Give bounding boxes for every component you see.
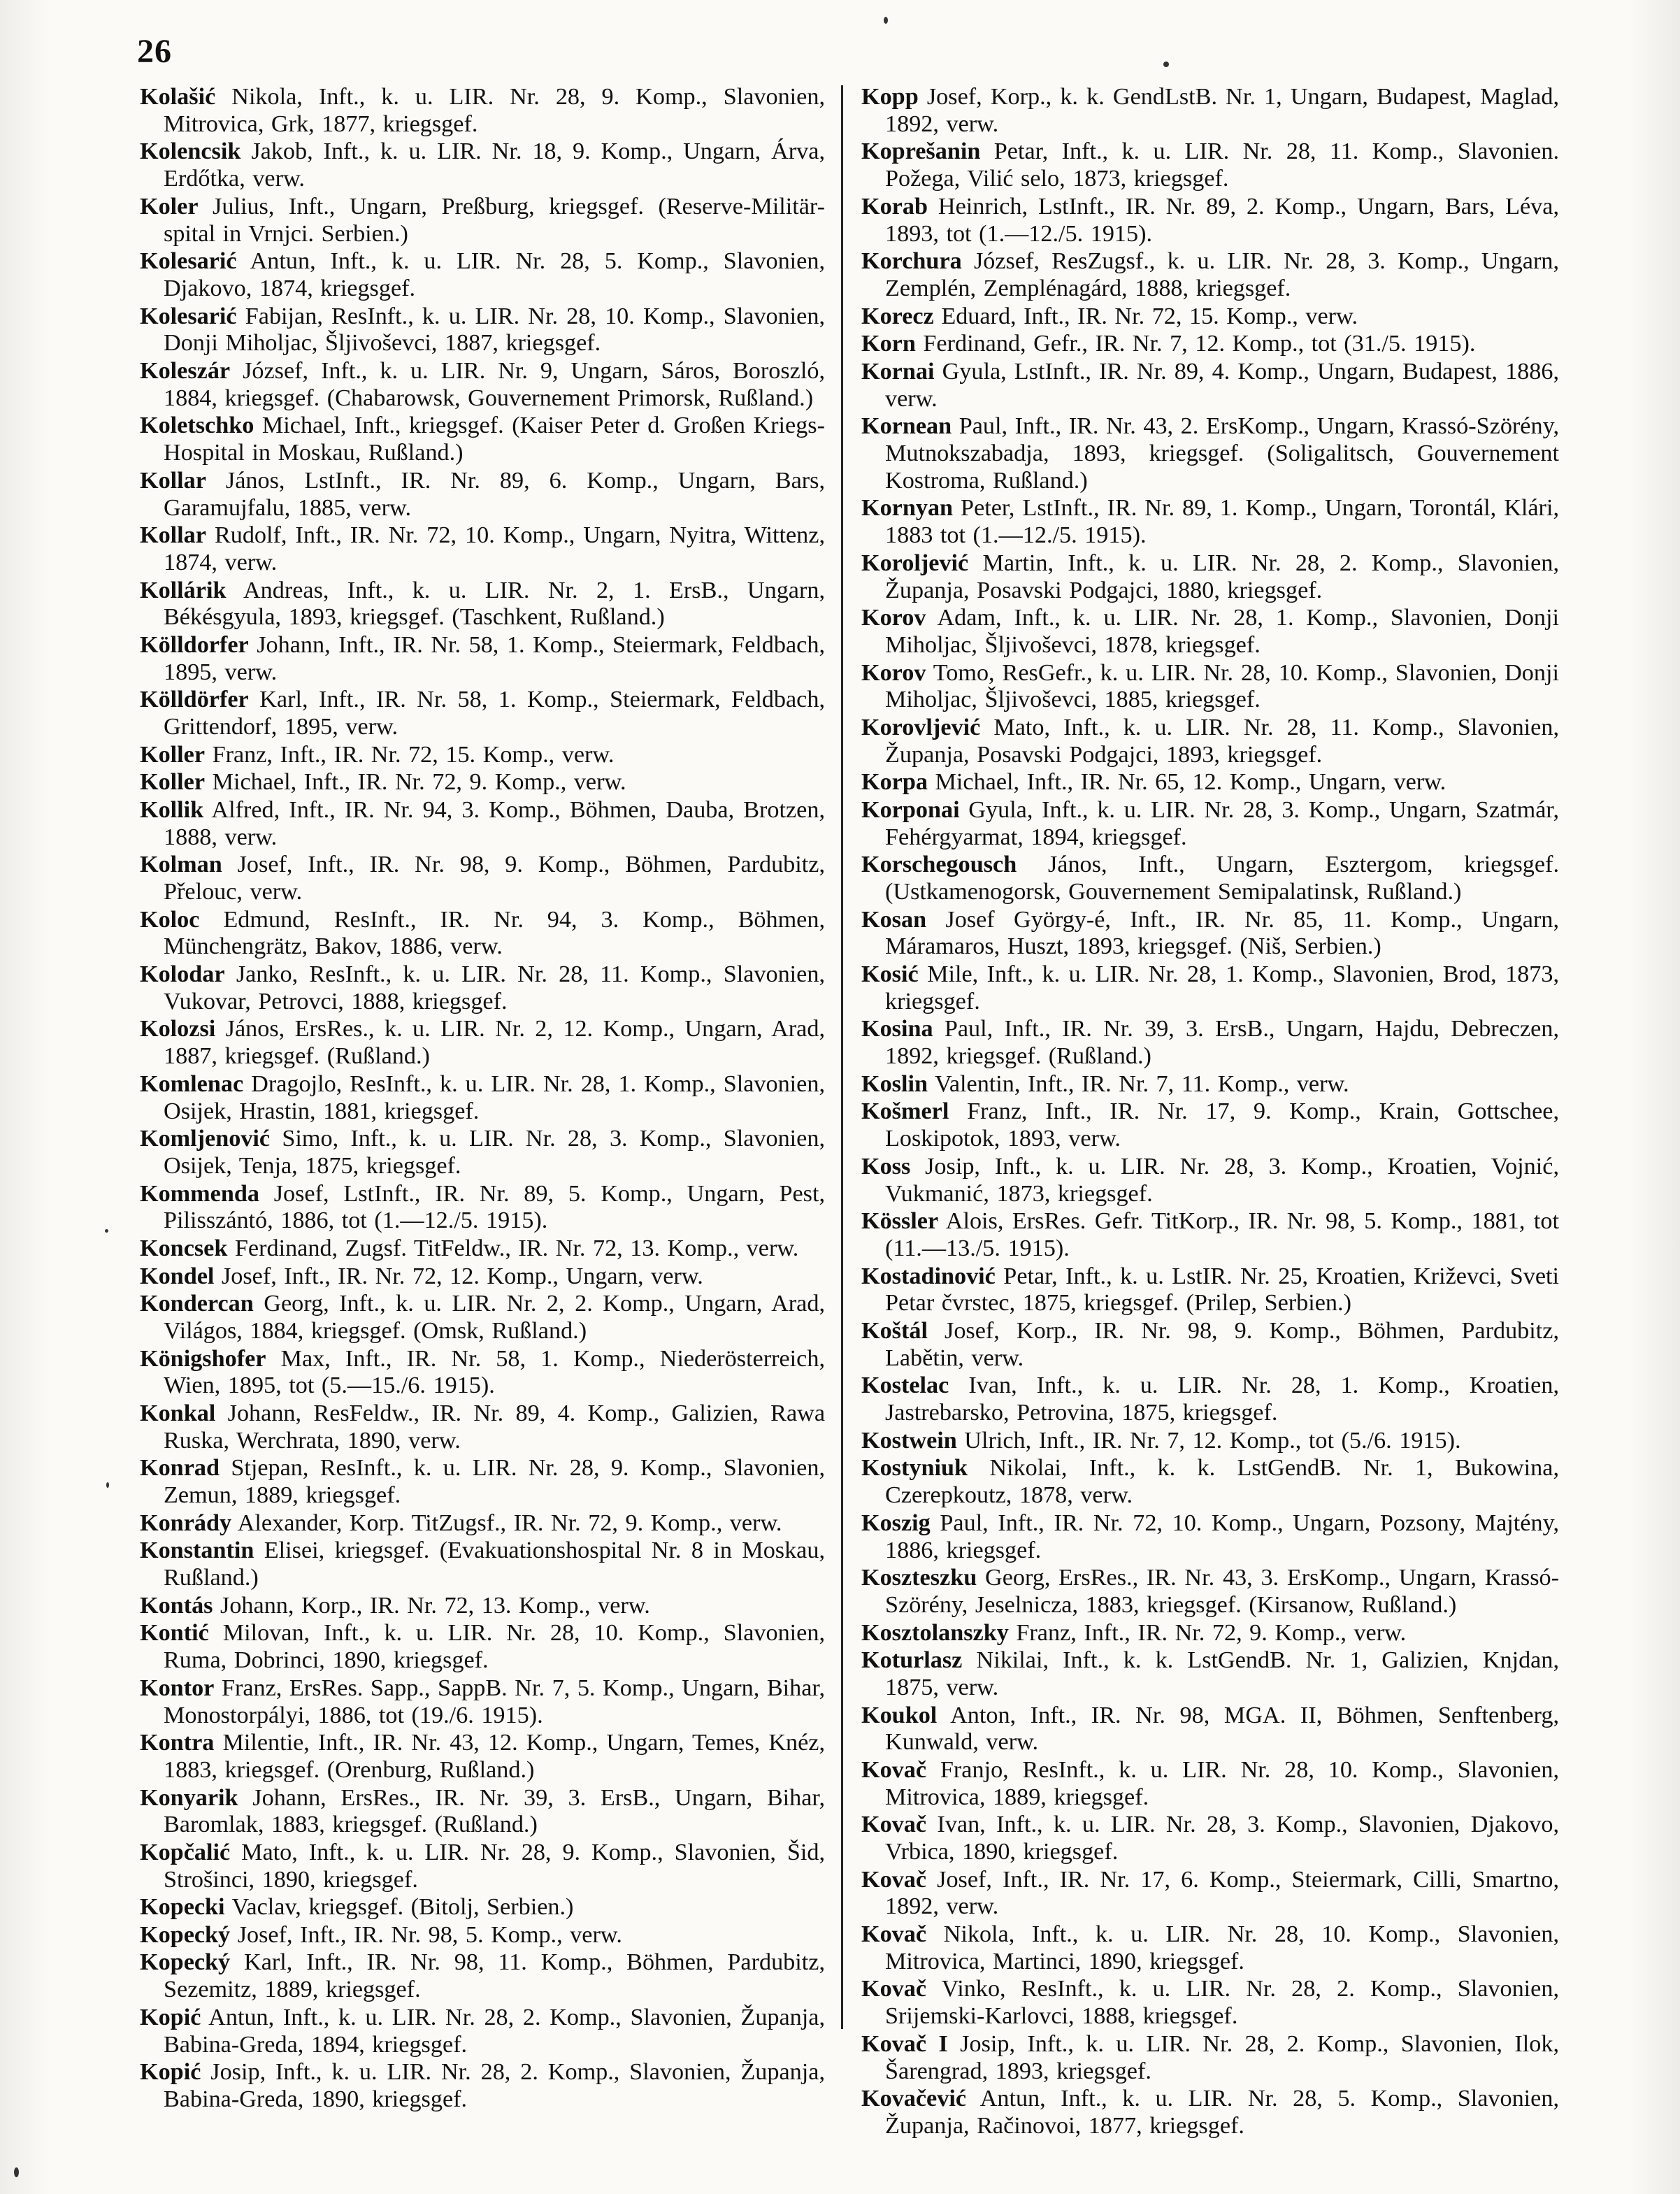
entry-surname: Kopecký — [140, 1921, 231, 1948]
entry-surname: Kolman — [140, 852, 222, 878]
register-entry — [140, 1235, 825, 1263]
entry-surname: Konrad — [140, 1455, 220, 1482]
entry-surname: Kolencsik — [140, 138, 241, 165]
entry-details: Gyula, LstInft., IR. Nr. 89, 4. Komp., Ungarn, Budapest, 1886, verw. — [885, 358, 1559, 412]
register-entry — [861, 1867, 1559, 1921]
register-entry — [140, 1894, 825, 1921]
entry-surname: Koller — [140, 769, 206, 796]
entry-details: Rudolf, Inft., IR. Nr. 72, 10. Komp., Ungarn, Nyitra, Wittenz, 1874, verw. — [164, 522, 825, 575]
register-entry — [140, 1400, 825, 1455]
entry-details: Georg, Inft., k. u. LIR. Nr. 2, 2. Komp., Ungarn, Arad, Világos, 1884, kriegsgef. (Omsk, Rußland.) — [164, 1291, 825, 1344]
register-entry — [140, 1620, 825, 1675]
entry-details: Elisei, kriegsgef. (Evakuationshospital Nr. 8 in Moskau, Rußland.) — [164, 1537, 825, 1591]
entry-surname: Kondercan — [140, 1291, 254, 1317]
entry-details: Ivan, Inft., k. u. LIR. Nr. 28, 3. Komp., Slavonien, Djakovo, Vrbica, 1890, kriegsgef. — [885, 1812, 1559, 1865]
entry-surname: Koroljević — [861, 550, 969, 576]
entry-details: Johann, Inft., IR. Nr. 58, 1. Komp., Steiermark, Feldbach, 1895, verw. — [164, 631, 825, 685]
entry-surname: Kostyniuk — [861, 1455, 968, 1482]
register-entry — [140, 468, 825, 522]
entry-surname: Koslin — [861, 1070, 928, 1097]
entry-surname: Kollar — [140, 467, 206, 494]
register-entry — [140, 797, 825, 852]
entry-surname: Kovač — [861, 1756, 927, 1783]
register-entry — [140, 1071, 825, 1126]
entry-details: Alfred, Inft., IR. Nr. 94, 3. Komp., Böhmen, Dauba, Brotzen, 1888, verw. — [164, 796, 825, 850]
entry-surname: Kovač — [861, 1866, 927, 1893]
entry-details: Alois, ErsRes. Gefr. TitKorp., IR. Nr. 98, 5. Komp., 1881, tot (11.—13./5. 1915). — [885, 1208, 1559, 1261]
entry-details: Mato, Inft., k. u. LIR. Nr. 28, 11. Komp., Slavonien, Županja, Posavski Podgajci, 1893, kriegsgef. — [885, 714, 1559, 768]
entry-surname: Košmerl — [861, 1098, 949, 1125]
register-entry — [140, 1949, 825, 2004]
entry-details: Gyula, Inft., k. u. LIR. Nr. 28, 3. Komp., Ungarn, Szatmár, Fehérgyarmat, 1894, kriegsgef. — [885, 796, 1559, 850]
entry-surname: Kostwein — [861, 1427, 957, 1454]
entry-details: Michael, Inft., kriegsgef. (Kaiser Peter d. Großen Kriegs-Hospital in Moskau, Rußland.) — [164, 413, 825, 466]
entry-details: János, LstInft., IR. Nr. 89, 6. Komp., Ungarn, Bars, Garamujfalu, 1885, verw. — [164, 467, 825, 521]
register-entry — [861, 1154, 1559, 1208]
entry-surname: Korab — [861, 193, 928, 220]
register-entry — [140, 687, 825, 741]
entry-details: Ulrich, Inft., IR. Nr. 7, 12. Komp., tot (5./6. 1915). — [956, 1427, 1461, 1454]
entry-surname: Korecz — [861, 303, 934, 329]
register-entry — [140, 303, 825, 358]
register-entry — [140, 1840, 825, 1894]
entry-surname: Kopić — [140, 2004, 201, 2030]
entry-surname: Korpa — [861, 769, 928, 796]
entry-surname: Kondel — [140, 1263, 215, 1289]
register-entry — [861, 769, 1559, 796]
entry-details: Janko, ResInft., k. u. LIR. Nr. 28, 11. Komp., Slavonien, Vukovar, Petrovci, 1888, kriegsgef. — [164, 961, 825, 1014]
entry-surname: Kornai — [861, 358, 935, 385]
register-entry — [861, 2031, 1559, 2086]
register-entry — [140, 84, 825, 138]
entry-details: Simo, Inft., k. u. LIR. Nr. 28, 3. Komp., Slavonien, Osijek, Tenja, 1875, kriegsgef. — [164, 1126, 825, 1180]
entry-details: Josip, Inft., k. u. LIR. Nr. 28, 3. Komp., Kroatien, Vojnić, Vukmanić, 1873, kriegsgef. — [885, 1153, 1559, 1207]
entry-surname: Koss — [861, 1153, 911, 1180]
register-entry — [861, 1565, 1559, 1619]
entry-details: Nikola, Inft., k. u. LIR. Nr. 28, 9. Komp., Slavonien, Mitrovica, Grk, 1877, kriegsgef. — [164, 84, 825, 137]
entry-details: Paul, Inft., IR. Nr. 72, 10. Komp., Ungarn, Pozsony, Majtény, 1886, kriegsgef. — [885, 1510, 1559, 1563]
register-entry — [861, 413, 1559, 494]
register-entry — [861, 1016, 1559, 1070]
entry-details: Josef, Inft., IR. Nr. 72, 12. Komp., Ungarn, verw. — [214, 1263, 703, 1289]
entry-surname: Koncsek — [140, 1235, 228, 1261]
entry-details: Ferdinand, Gefr., IR. Nr. 7, 12. Komp., tot (31./5. 1915). — [915, 331, 1476, 357]
register-entry — [140, 1455, 825, 1510]
register-entry — [140, 1675, 825, 1730]
entry-surname: Kontás — [140, 1592, 213, 1619]
right-column — [861, 84, 1559, 2141]
register-entry — [140, 1016, 825, 1070]
entry-details: Milentie, Inft., IR. Nr. 43, 12. Komp., Ungarn, Temes, Knéz, 1883, kriegsgef. (Orenburg, Rußland.) — [164, 1730, 825, 1783]
entry-details: Josef, Inft., IR. Nr. 98, 9. Komp., Böhmen, Pardubitz, Přelouc, verw. — [164, 852, 825, 905]
entry-details: Franz, Inft., IR. Nr. 72, 15. Komp., verw. — [205, 741, 615, 768]
register-entry — [140, 194, 825, 248]
entry-details: Ferdinand, Zugsf. TitFeldw., IR. Nr. 72, 13. Komp., verw. — [227, 1235, 799, 1261]
entry-details: Peter, LstInft., IR. Nr. 89, 1. Komp., Ungarn, Torontál, Klári, 1883 tot (1.—12./5. 1915). — [885, 495, 1559, 549]
entry-surname: Korov — [861, 605, 926, 631]
register-entry — [140, 1922, 825, 1949]
entry-details: Petar, Inft., k. u. LstIR. Nr. 25, Kroatien, Križevci, Sveti Petar čvrstec, 1875, kriegsgef. (Prilep, Serbien.) — [885, 1263, 1559, 1317]
register-entry — [861, 1510, 1559, 1565]
register-entry — [140, 1510, 825, 1537]
entry-surname: Kontić — [140, 1620, 209, 1647]
entry-details: Josef, LstInft., IR. Nr. 89, 5. Komp., Ungarn, Pest, Pilisszántó, 1886, tot (1.—12./5. 1915). — [164, 1180, 825, 1234]
entry-details: János, Inft., Ungarn, Esztergom, kriegsgef. (Ustkamenogorsk, Gouvernement Semipalatinsk, Rußland.) — [885, 852, 1559, 905]
register-entry — [861, 303, 1559, 331]
scan-speck — [106, 1482, 109, 1488]
entry-details: Karl, Inft., IR. Nr. 58, 1. Komp., Steiermark, Feldbach, Grittendorf, 1895, verw. — [164, 687, 825, 740]
entry-surname: Kommenda — [140, 1180, 259, 1207]
entry-surname: Korchura — [861, 248, 962, 275]
register-entry — [861, 1098, 1559, 1153]
entry-details: Franz, ErsRes. Sapp., SappB. Nr. 7, 5. Komp., Ungarn, Bihar, Monostorpályi, 1886, tot (19./6. 1915). — [164, 1675, 825, 1728]
entry-surname: Koszig — [861, 1510, 931, 1536]
register-entry — [861, 1455, 1559, 1510]
entry-details: Antun, Inft., k. u. LIR. Nr. 28, 5. Komp., Slavonien, Županja, Račinovoi, 1877, kriegsgef. — [885, 2086, 1559, 2139]
entry-details: Nikola, Inft., k. u. LIR. Nr. 28, 10. Komp., Slavonien, Mitrovica, Martinci, 1890, kriegsgef. — [885, 1921, 1559, 1974]
register-entry — [861, 797, 1559, 852]
entry-surname: Konstantin — [140, 1537, 254, 1564]
entry-surname: Kovač I — [861, 2030, 948, 2057]
register-entry — [140, 961, 825, 1016]
entry-details: Josef György-é, Inft., IR. Nr. 85, 11. Komp., Ungarn, Máramaros, Huszt, 1893, kriegsgef. (Niš, Serbien.) — [885, 906, 1559, 960]
entry-details: Fabijan, ResInft., k. u. LIR. Nr. 28, 10. Komp., Slavonien, Donji Miholjac, Šljivoševci, 1887, kriegsgef. — [164, 303, 825, 357]
scan-speck — [884, 17, 888, 24]
entry-details: Josef, Inft., IR. Nr. 98, 5. Komp., verw. — [230, 1921, 622, 1948]
entry-details: Milovan, Inft., k. u. LIR. Nr. 28, 10. Komp., Slavonien, Ruma, Dobrinci, 1890, kriegsgef. — [164, 1620, 825, 1674]
register-entry — [861, 495, 1559, 550]
left-column — [140, 84, 825, 2114]
register-entry — [140, 742, 825, 769]
entry-surname: Koloc — [140, 906, 200, 933]
register-entry — [140, 632, 825, 687]
register-entry — [861, 138, 1559, 193]
entry-surname: Kolašić — [140, 84, 216, 110]
register-entry — [140, 248, 825, 303]
entry-surname: Koturlasz — [861, 1647, 963, 1674]
register-entry — [140, 852, 825, 906]
entry-details: Vinko, ResInft., k. u. LIR. Nr. 28, 2. Komp., Slavonien, Srijemski-Karlovci, 1888, kriegsgef. — [885, 1976, 1559, 2030]
register-entry — [140, 1593, 825, 1620]
register-entry — [140, 769, 825, 796]
entry-details: József, Inft., k. u. LIR. Nr. 9, Ungarn, Sáros, Boroszló, 1884, kriegsgef. (Chabarowsk, Gouvernement Primorsk, Rußland.) — [164, 357, 825, 411]
register-entry — [861, 1263, 1559, 1318]
entry-details: Nikilai, Inft., k. k. LstGendB. Nr. 1, Galizien, Knjdan, 1875, verw. — [885, 1647, 1559, 1700]
register-entry — [140, 358, 825, 413]
entry-details: Eduard, Inft., IR. Nr. 72, 15. Komp., verw. — [933, 303, 1358, 329]
register-entry — [861, 84, 1559, 138]
register-entry — [140, 1181, 825, 1235]
entry-surname: Kovač — [861, 1812, 927, 1838]
register-entry — [861, 1318, 1559, 1372]
entry-details: Johann, ResFeldw., IR. Nr. 89, 4. Komp., Galizien, Rawa Ruska, Werchrata, 1890, verw. — [164, 1400, 825, 1454]
register-entry — [140, 1785, 825, 1840]
register-entry — [861, 1757, 1559, 1812]
entry-details: Max, Inft., IR. Nr. 58, 1. Komp., Niederösterreich, Wien, 1895, tot (5.—15./6. 1915). — [164, 1345, 825, 1399]
entry-details: Georg, ErsRes., IR. Nr. 43, 3. ErsKomp., Ungarn, Krassó-Szörény, Jeselnicza, 1883, kriegsgef. (Kirsanow, Rußland.) — [885, 1565, 1559, 1618]
entry-details: Josip, Inft., k. u. LIR. Nr. 28, 2. Komp., Slavonien, Ilok, Šarengrad, 1893, kriegsgef. — [885, 2030, 1559, 2084]
entry-surname: Kössler — [861, 1208, 939, 1235]
entry-details: Andreas, Inft., k. u. LIR. Nr. 2, 1. ErsB., Ungarn, Békésgyula, 1893, kriegsgef. (Taschkent, Rußland.) — [164, 577, 825, 631]
scan-speck — [1163, 62, 1169, 67]
entry-surname: Komlenac — [140, 1070, 244, 1097]
entry-details: Dragojlo, ResInft., k. u. LIR. Nr. 28, 1. Komp., Slavonien, Osijek, Hrastin, 1881, kriegsgef. — [164, 1070, 825, 1124]
entry-surname: Kostadinović — [861, 1263, 996, 1289]
register-entry — [140, 1126, 825, 1180]
entry-surname: Korovljević — [861, 714, 981, 740]
entry-details: Michael, Inft., IR. Nr. 65, 12. Komp., Ungarn, verw. — [927, 769, 1446, 796]
register-entry — [140, 1346, 825, 1400]
entry-surname: Kostelac — [861, 1372, 949, 1399]
entry-details: József, ResZugsf., k. u. LIR. Nr. 28, 3. Komp., Ungarn, Zemplén, Zemplénagárd, 1888, kriegsgef. — [885, 248, 1559, 301]
entry-surname: Kopić — [140, 2059, 201, 2086]
entry-surname: Kölldörfer — [140, 687, 249, 713]
entry-surname: Kollárik — [140, 577, 227, 603]
register-entry — [140, 522, 825, 577]
entry-details: Edmund, ResInft., IR. Nr. 94, 3. Komp., Böhmen, Münchengrätz, Bakov, 1886, verw. — [164, 906, 825, 960]
entry-details: Tomo, ResGefr., k. u. LIR. Nr. 28, 10. Komp., Slavonien, Donji Miholjac, Šljivoševci, 1885, kriegsgef. — [885, 659, 1559, 713]
register-entry — [861, 1812, 1559, 1866]
entry-surname: Korschegousch — [861, 852, 1017, 878]
entry-surname: Kosić — [861, 961, 919, 988]
entry-surname: Kosan — [861, 906, 927, 933]
scan-speck — [14, 2167, 19, 2177]
entry-details: Antun, Inft., k. u. LIR. Nr. 28, 2. Komp., Slavonien, Županja, Babina-Greda, 1894, kriegsgef. — [164, 2004, 825, 2058]
register-entry — [861, 1208, 1559, 1263]
register-entry — [861, 715, 1559, 769]
register-entry — [861, 852, 1559, 906]
entry-details: Michael, Inft., IR. Nr. 72, 9. Komp., verw. — [205, 769, 626, 796]
register-entry — [140, 1263, 825, 1291]
register-entry — [140, 1537, 825, 1592]
entry-details: Johann, Korp., IR. Nr. 72, 13. Komp., verw. — [213, 1592, 650, 1619]
register-entry — [140, 2059, 825, 2114]
entry-details: Ivan, Inft., k. u. LIR. Nr. 28, 1. Komp., Kroatien, Jastrebarsko, Petrovina, 1875, kriegsgef. — [885, 1372, 1559, 1426]
register-entry — [140, 138, 825, 193]
entry-surname: Korov — [861, 659, 926, 686]
register-entry — [861, 2086, 1559, 2140]
entry-surname: Kolesarić — [140, 303, 237, 329]
register-entry — [861, 1921, 1559, 1976]
entry-surname: Kovač — [861, 1921, 927, 1948]
entry-details: Anton, Inft., IR. Nr. 98, MGA. II, Böhmen, Senftenberg, Kunwald, verw. — [885, 1702, 1559, 1756]
entry-surname: Koller — [140, 741, 206, 768]
entry-surname: Konyarik — [140, 1784, 238, 1811]
entry-surname: Kolesarić — [140, 248, 237, 275]
entry-details: Josef, Korp., k. k. GendLstB. Nr. 1, Ungarn, Budapest, Maglad, 1892, verw. — [885, 84, 1559, 137]
entry-details: Mile, Inft., k. u. LIR. Nr. 28, 1. Komp., Slavonien, Brod, 1873, kriegsgef. — [885, 961, 1559, 1014]
register-entry — [140, 2005, 825, 2059]
entry-surname: Kovačević — [861, 2086, 966, 2112]
register-entry — [861, 605, 1559, 659]
entry-surname: Kosina — [861, 1016, 933, 1042]
entry-surname: Königshofer — [140, 1345, 266, 1372]
register-entry — [861, 660, 1559, 715]
entry-details: Paul, Inft., IR. Nr. 43, 2. ErsKomp., Ungarn, Krassó-Szörény, Mutnokszabadja, 1893, kriegsgef. (Soligalitsch, Gouvernement Kostroma, Rußland.) — [885, 413, 1559, 494]
register-entry — [861, 550, 1559, 605]
entry-details: Heinrich, LstInft., IR. Nr. 89, 2. Komp., Ungarn, Bars, Léva, 1893, tot (1.—12./5. 1915). — [885, 193, 1559, 247]
entry-details: Julius, Inft., Ungarn, Preßburg, kriegsgef. (Reserve-Militär-spital in Vrnjci. Serbien.) — [164, 193, 825, 247]
entry-details: Jakob, Inft., k. u. LIR. Nr. 18, 9. Komp., Ungarn, Árva, Erdőtka, verw. — [164, 138, 825, 192]
entry-surname: Kovač — [861, 1976, 927, 2002]
register-entry — [140, 1291, 825, 1345]
register-entry — [861, 907, 1559, 961]
page-number: 26 — [137, 33, 172, 70]
entry-surname: Korn — [861, 331, 916, 357]
register-entry — [140, 413, 825, 467]
entry-details: Alexander, Korp. TitZugsf., IR. Nr. 72, 9. Komp., verw. — [231, 1510, 782, 1536]
register-entry — [861, 248, 1559, 303]
entry-details: János, ErsRes., k. u. LIR. Nr. 2, 12. Komp., Ungarn, Arad, 1887, kriegsgef. (Rußland.) — [164, 1016, 825, 1070]
entry-surname: Koukol — [861, 1702, 938, 1728]
entry-details: Antun, Inft., k. u. LIR. Nr. 28, 5. Komp., Slavonien, Djakovo, 1874, kriegsgef. — [164, 248, 825, 301]
register-entry — [861, 961, 1559, 1016]
entry-surname: Kölldorfer — [140, 631, 249, 658]
register-entry — [861, 194, 1559, 248]
entry-details: Josip, Inft., k. u. LIR. Nr. 28, 2. Komp., Slavonien, Županja, Babina-Greda, 1890, kriegsgef. — [164, 2059, 825, 2113]
entry-surname: Kornean — [861, 413, 952, 440]
entry-surname: Kopp — [861, 84, 919, 110]
entry-surname: Koletschko — [140, 413, 254, 439]
entry-surname: Kopecký — [140, 1949, 231, 1976]
entry-details: Franz, Inft., IR. Nr. 17, 9. Komp., Krain, Gottschee, Loskipotok, 1893, verw. — [885, 1098, 1559, 1152]
register-entry — [861, 1702, 1559, 1757]
entry-details: Nikolai, Inft., k. k. LstGendB. Nr. 1, Bukowina, Czerepkoutz, 1878, verw. — [885, 1455, 1559, 1509]
entry-details: Mato, Inft., k. u. LIR. Nr. 28, 9. Komp., Slavonien, Šid, Strošinci, 1890, kriegsgef. — [164, 1839, 825, 1893]
entry-details: Adam, Inft., k. u. LIR. Nr. 28, 1. Komp., Slavonien, Donji Miholjac, Šljivoševci, 1878, kriegsgef. — [885, 605, 1559, 658]
register-entry — [861, 1976, 1559, 2030]
entry-details: Johann, ErsRes., IR. Nr. 39, 3. ErsB., Ungarn, Bihar, Baromlak, 1883, kriegsgef. (Rußland.) — [164, 1784, 825, 1838]
entry-details: Vaclav, kriegsgef. (Bitolj, Serbien.) — [224, 1894, 574, 1921]
entry-surname: Kolozsi — [140, 1016, 216, 1042]
entry-surname: Korponai — [861, 796, 960, 823]
entry-surname: Koprešanin — [861, 138, 981, 165]
entry-details: Valentin, Inft., IR. Nr. 7, 11. Komp., verw. — [928, 1070, 1349, 1097]
register-entry — [861, 1428, 1559, 1455]
scan-speck — [105, 1229, 108, 1233]
entry-surname: Kontor — [140, 1675, 215, 1701]
entry-surname: Kopecki — [140, 1894, 225, 1921]
register-entry — [861, 1372, 1559, 1427]
entry-surname: Kollar — [140, 522, 206, 549]
register-entry — [861, 331, 1559, 358]
entry-surname: Kollik — [140, 796, 204, 823]
register-entry — [861, 1620, 1559, 1647]
entry-surname: Kosztolanszky — [861, 1619, 1009, 1646]
entry-details: Franjo, ResInft., k. u. LIR. Nr. 28, 10. Komp., Slavonien, Mitrovica, 1889, kriegsgef. — [885, 1756, 1559, 1810]
entry-details: Karl, Inft., IR. Nr. 98, 11. Komp., Böhmen, Pardubitz, Sezemitz, 1889, kriegsgef. — [164, 1949, 825, 2003]
entry-surname: Kopčalić — [140, 1839, 231, 1865]
entry-surname: Komljenović — [140, 1126, 271, 1152]
entry-surname: Kornyan — [861, 495, 954, 522]
entry-details: Josef, Inft., IR. Nr. 17, 6. Komp., Steiermark, Cilli, Smartno, 1892, verw. — [885, 1866, 1559, 1920]
entry-details: Paul, Inft., IR. Nr. 39, 3. ErsB., Ungarn, Hajdu, Debreczen, 1892, kriegsgef. (Rußland.) — [885, 1016, 1559, 1070]
entry-details: Franz, Inft., IR. Nr. 72, 9. Komp., verw. — [1008, 1619, 1407, 1646]
entry-details: Stjepan, ResInft., k. u. LIR. Nr. 28, 9. Komp., Slavonien, Zemun, 1889, kriegsgef. — [164, 1455, 825, 1509]
column-divider — [841, 85, 843, 2029]
entry-surname: Kontra — [140, 1730, 215, 1756]
entry-details: Martin, Inft., k. u. LIR. Nr. 28, 2. Komp., Slavonien, Županja, Posavski Podgajci, 1880, kriegsgef. — [885, 550, 1559, 603]
register-entry — [861, 1647, 1559, 1702]
entry-surname: Koszteszku — [861, 1565, 977, 1591]
entry-details: Petar, Inft., k. u. LIR. Nr. 28, 11. Komp., Slavonien. Požega, Vilić selo, 1873, kriegsgef. — [885, 138, 1559, 192]
entry-surname: Koler — [140, 193, 199, 220]
entry-surname: Konrády — [140, 1510, 232, 1536]
register-entry — [861, 359, 1559, 413]
entry-details: Josef, Korp., IR. Nr. 98, 9. Komp., Böhmen, Pardubitz, Labětin, verw. — [885, 1317, 1559, 1371]
register-entry — [140, 907, 825, 961]
register-entry — [861, 1071, 1559, 1098]
entry-surname: Koštál — [861, 1317, 928, 1344]
entry-surname: Kolodar — [140, 961, 225, 988]
register-entry — [140, 1730, 825, 1784]
entry-surname: Konkal — [140, 1400, 216, 1426]
register-entry — [140, 578, 825, 632]
entry-surname: Koleszár — [140, 357, 231, 384]
